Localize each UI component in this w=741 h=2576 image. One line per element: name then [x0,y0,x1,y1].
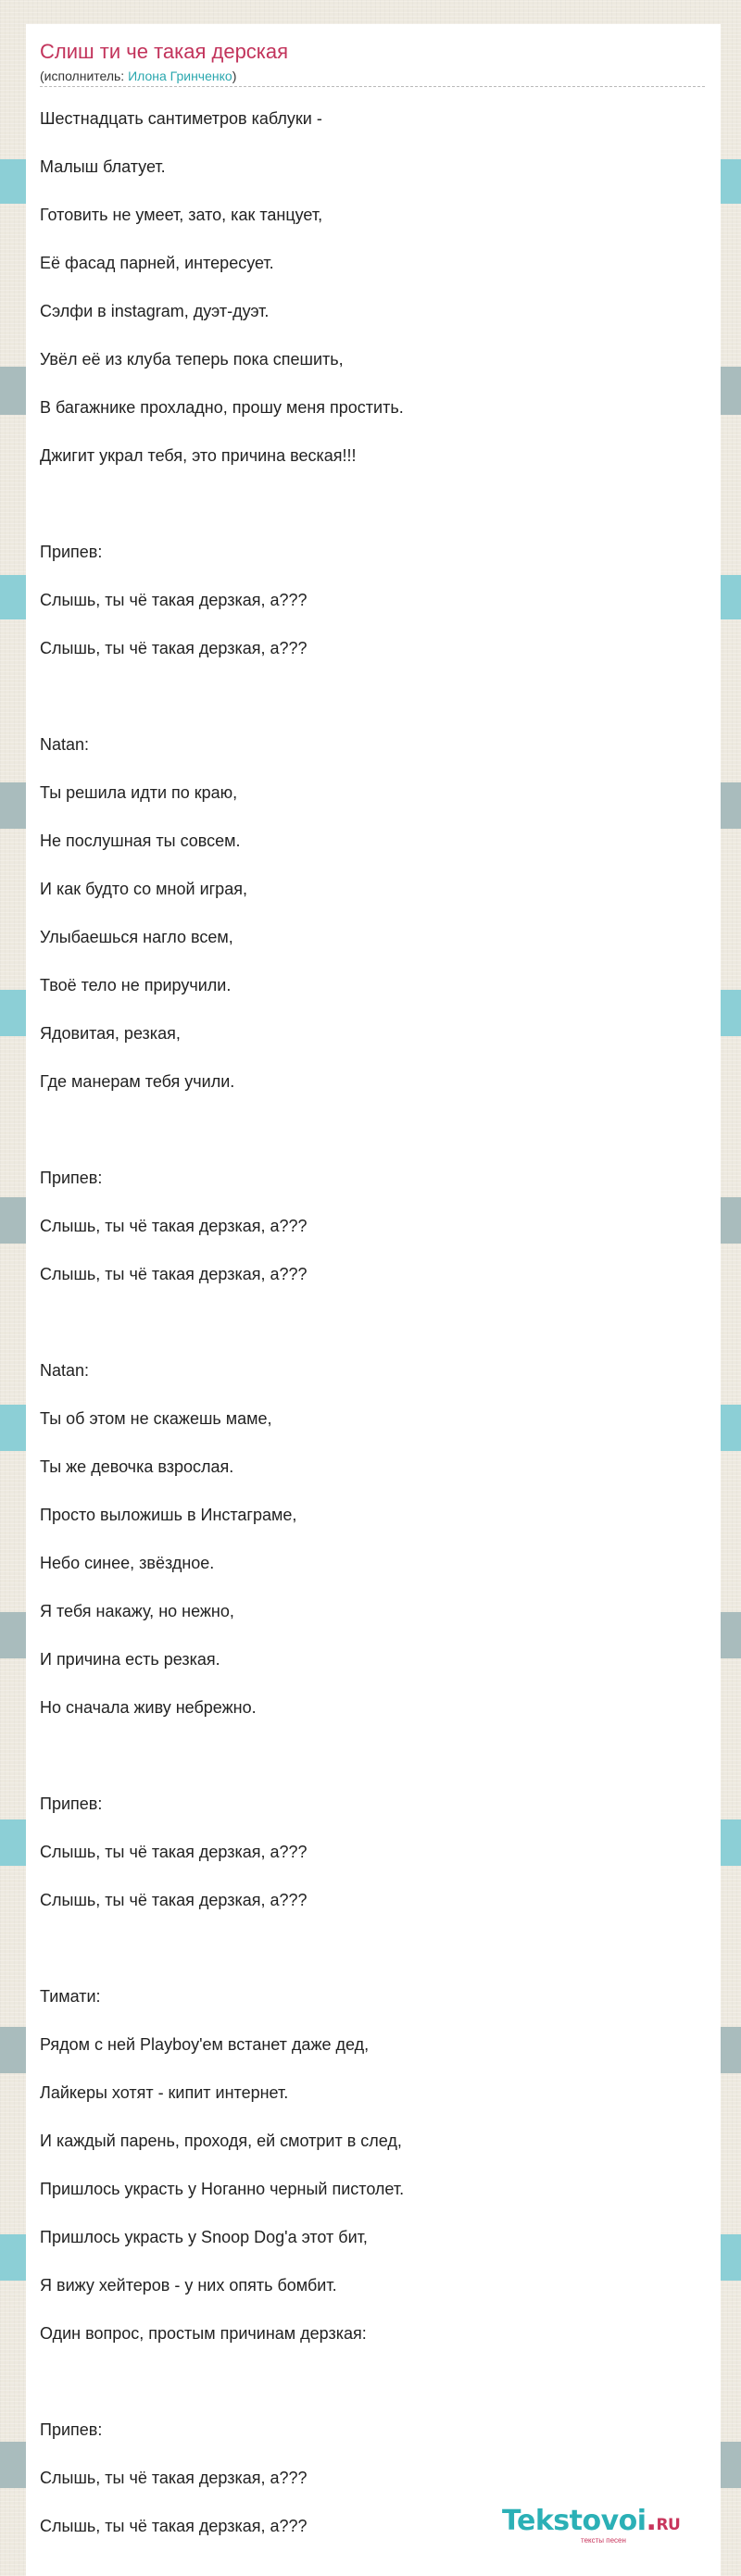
lyric-blank-line [40,2357,707,2406]
lyric-blank-line [40,1298,707,1346]
lyric-line: Припев: [40,1169,103,1187]
logo-tagline: тексты песен [581,2536,626,2545]
lyric-line: Твоё тело не приручили. [40,976,232,994]
song-title: Слиш ти че такая дерская [40,40,289,63]
lyric-line: Просто выложишь в Инстаграме, [40,1506,297,1524]
lyric-line: Но сначала живу небрежно. [40,1698,257,1717]
lyric-blank-line [40,1924,707,1972]
lyric-line: Увёл её из клуба теперь пока спешить, [40,350,344,369]
logo-wordmark [502,2505,680,2537]
lyric-line: Припев: [40,2420,103,2439]
lyric-blank-line [40,672,707,720]
lyric-line: Небо синее, звёздное. [40,1554,215,1572]
lyric-line: И каждый парень, проходя, ей смотрит в след, [40,2132,402,2150]
lyric-line: Слышь, ты чё такая дерзкая, а??? [40,591,308,609]
lyric-line: Пришлось украсть у Ноганно черный пистолет. [40,2180,405,2198]
lyric-line: Один вопрос, простым причинам дерзкая: [40,2324,367,2343]
lyric-line: Готовить не умеет, зато, как танцует, [40,206,323,224]
lyric-line: Слышь, ты чё такая дерзкая, а??? [40,2517,308,2535]
lyric-line: Пришлось украсть у Snoop Dog'a этот бит, [40,2228,368,2246]
lyric-line: Natan: [40,735,90,754]
lyric-line: Я тебя накажу, но нежно, [40,1602,234,1620]
lyric-line: Улыбаешься нагло всем, [40,928,233,946]
lyric-line: Ядовитая, резкая, [40,1024,181,1043]
lyric-blank-line [40,1732,707,1780]
lyric-line: Шестнадцать сантиметров каблуки - [40,109,322,128]
lyric-line: Ты же девочка взрослая. [40,1457,234,1476]
logo-main-text: Tekstovoi [502,2505,647,2537]
logo-dot: . [646,2505,657,2537]
lyric-line: Ты решила идти по краю, [40,783,238,802]
lyric-line: Я вижу хейтеров - у них опять бомбит. [40,2276,337,2295]
artist-line [40,69,236,83]
lyric-line: Слышь, ты чё такая дерзкая, а??? [40,639,308,657]
lyric-line: Малыш блатует. [40,157,166,176]
lyric-line: Где манерам тебя учили. [40,1072,235,1091]
lyric-blank-line [40,1106,707,1154]
lyric-line: Слышь, ты чё такая дерзкая, а??? [40,1843,308,1861]
artist-link[interactable]: Илона Гринченко [128,69,232,83]
artist-suffix: ) [232,69,237,83]
lyric-line: Рядом с ней Playboy'ем встанет даже дед, [40,2035,370,2054]
site-logo[interactable] [502,2505,687,2547]
lyric-line: Ты об этом не скажешь маме, [40,1409,272,1428]
lyric-line: Слышь, ты чё такая дерзкая, а??? [40,1217,308,1235]
lyric-line: И причина есть резкая. [40,1650,220,1669]
lyric-line: Не послушная ты совсем. [40,832,241,850]
lyric-line: В багажнике прохладно, прошу меня простить. [40,398,404,417]
lyrics-text [40,94,707,2550]
lyric-line: И как будто со мной играя, [40,880,247,898]
lyric-line: Лайкеры хотят - кипит интернет. [40,2083,289,2102]
lyric-line: Слышь, ты чё такая дерзкая, а??? [40,1891,308,1909]
logo-tld: RU [656,2516,681,2534]
lyric-line: Припев: [40,1794,103,1813]
lyric-line: Слышь, ты чё такая дерзкая, а??? [40,2469,308,2487]
lyric-line: Natan: [40,1361,90,1380]
lyric-line: Сэлфи в instagram, дуэт-дуэт. [40,302,270,320]
lyric-blank-line [40,480,707,528]
artist-prefix: (исполнитель: [40,69,129,83]
lyric-line: Её фасад парней, интересует. [40,254,274,272]
lyric-line: Слышь, ты чё такая дерзкая, а??? [40,1265,308,1283]
lyric-line: Тимати: [40,1987,101,2006]
lyric-line: Припев: [40,543,103,561]
title-divider [40,86,705,87]
lyrics-card [26,24,721,2576]
lyric-line: Джигит украл тебя, это причина веская!!! [40,446,357,465]
